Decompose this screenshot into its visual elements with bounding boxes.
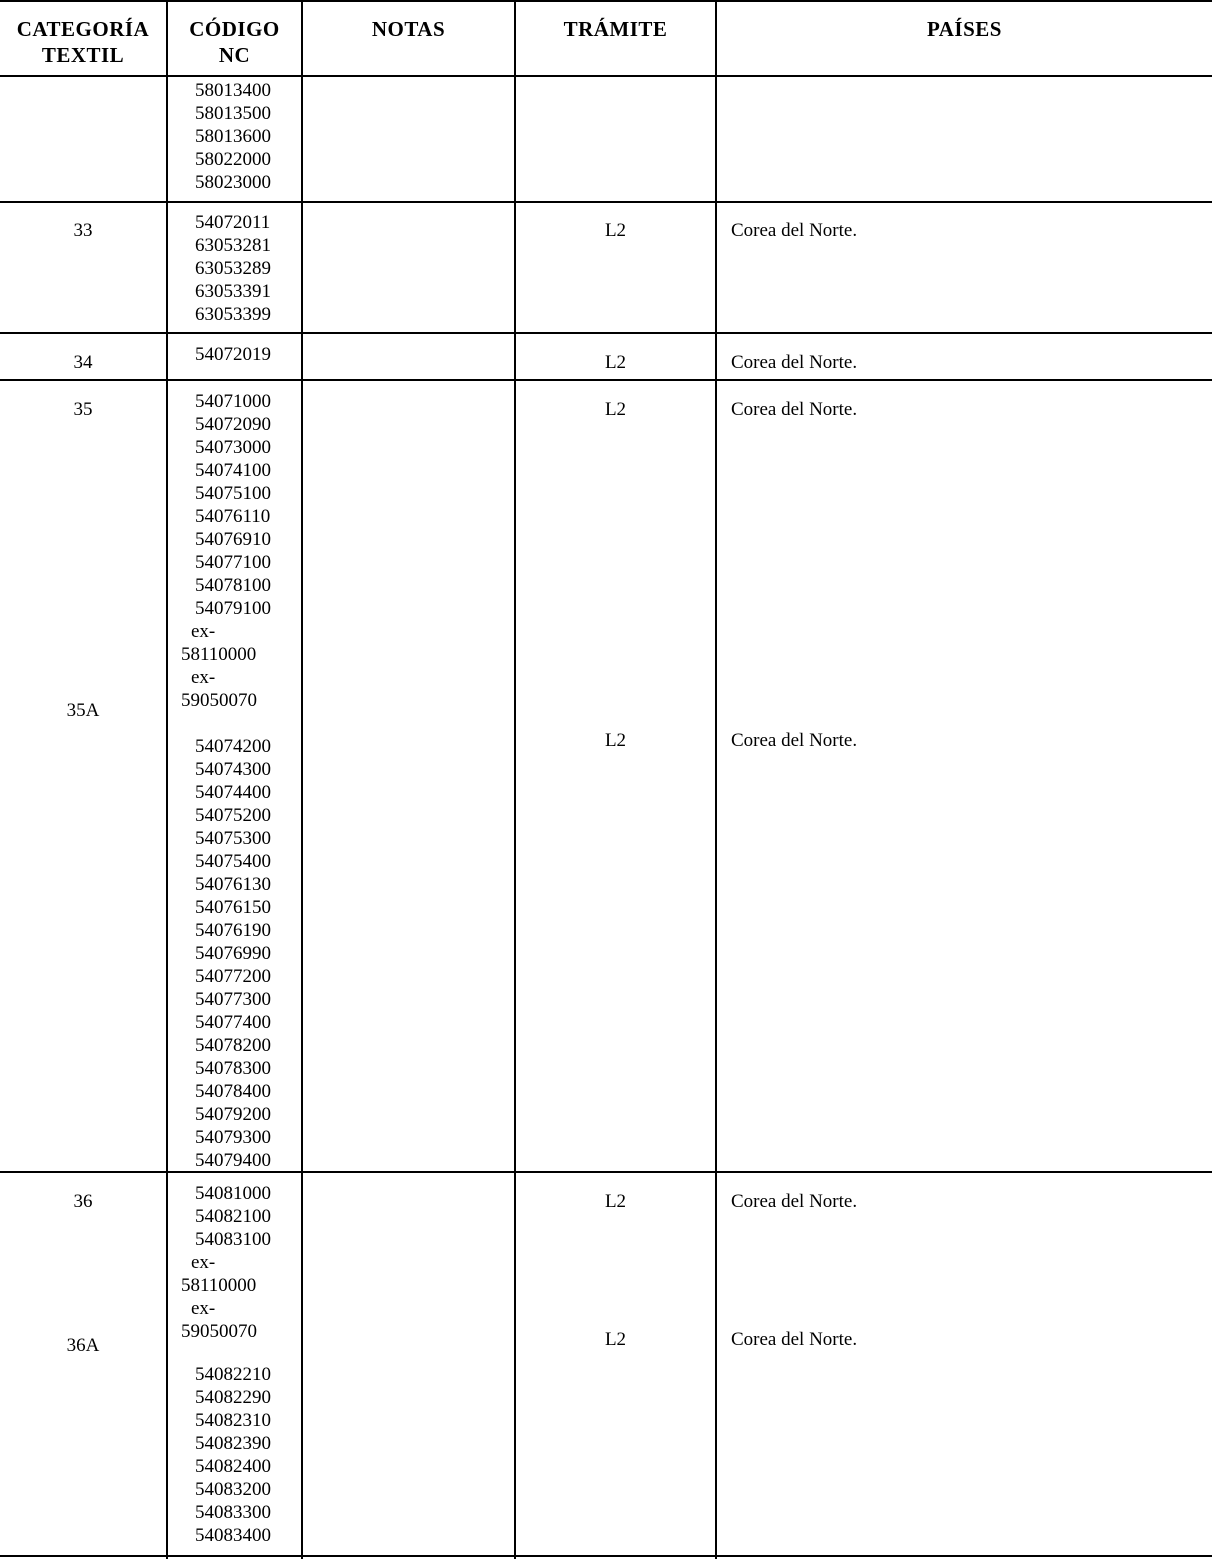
code-entry: 54083400 <box>195 1525 271 1546</box>
code-spacer <box>168 1343 302 1363</box>
code-entry: 54076910 <box>195 529 271 550</box>
header-notas <box>303 16 514 42</box>
code-entry: 54077200 <box>195 966 271 987</box>
code-entry: 63053399 <box>195 304 271 325</box>
code-entry: ex- <box>191 667 216 688</box>
category-cell: 36A <box>66 1335 100 1356</box>
code-entry: 54077300 <box>195 989 271 1010</box>
code-entry: 54083300 <box>195 1502 271 1523</box>
country-cell: Corea del Norte. <box>731 1191 858 1212</box>
header-bottom-border <box>0 75 1212 77</box>
code-entry: 54072011 <box>195 212 271 233</box>
code-entry: 58013500 <box>195 103 271 124</box>
code-entry: 63053289 <box>195 258 271 279</box>
category-cell: 33 <box>73 220 93 241</box>
code-entry: 54074400 <box>195 782 271 803</box>
header-categoria-line2: TEXTIL <box>41 43 125 67</box>
code-entry: 63053391 <box>195 281 271 302</box>
code-entry: 54078400 <box>195 1081 271 1102</box>
code-entry: 54078200 <box>195 1035 271 1056</box>
tramite-cell: L2 <box>604 730 627 751</box>
code-entry: 59050070 <box>181 690 257 711</box>
code-entry: 54077400 <box>195 1012 271 1033</box>
row-2-codes <box>168 343 302 366</box>
code-entry: 54082400 <box>195 1456 271 1477</box>
row-4-codes <box>168 1182 302 1547</box>
header-tramite <box>516 16 715 42</box>
code-entry: 54072019 <box>195 344 271 365</box>
row-1-codes <box>168 211 302 326</box>
code-entry: 54075300 <box>195 828 271 849</box>
code-entry: 54079100 <box>195 598 271 619</box>
table-bottom-border <box>0 1555 1212 1557</box>
header-codigo-line2: NC <box>218 43 251 67</box>
code-entry: 54077100 <box>195 552 271 573</box>
code-entry: ex- <box>191 1298 216 1319</box>
header-paises <box>717 16 1212 42</box>
code-entry: 54083100 <box>195 1229 271 1250</box>
code-entry: 54082210 <box>195 1364 271 1385</box>
code-entry: 54079400 <box>195 1150 271 1171</box>
row-divider-1 <box>0 201 1212 203</box>
country-cell: Corea del Norte. <box>731 730 858 751</box>
code-entry: 58110000 <box>181 644 257 665</box>
code-entry: 58013600 <box>195 126 271 147</box>
row-3-codes <box>168 390 302 1172</box>
header-codigo-line1: CÓDIGO <box>189 17 280 41</box>
code-entry: 54075400 <box>195 851 271 872</box>
tramite-cell: L2 <box>604 220 627 241</box>
row-0-codes <box>168 79 302 194</box>
code-entry: 54082100 <box>195 1206 271 1227</box>
code-entry: 54076990 <box>195 943 271 964</box>
category-cell: 35 <box>73 399 93 420</box>
code-entry: 54076190 <box>195 920 271 941</box>
code-entry: 54073000 <box>195 437 271 458</box>
column-divider-4 <box>715 0 717 1559</box>
code-entry: 54082310 <box>195 1410 271 1431</box>
code-entry: 54074200 <box>195 736 271 757</box>
code-entry: 54082390 <box>195 1433 271 1454</box>
code-entry: 54071000 <box>195 391 271 412</box>
code-entry: 54083200 <box>195 1479 271 1500</box>
country-cell: Corea del Norte. <box>731 1329 858 1350</box>
code-spacer <box>168 712 302 735</box>
country-cell: Corea del Norte. <box>731 220 858 241</box>
code-entry: 58023000 <box>195 172 271 193</box>
tramite-cell: L2 <box>604 352 627 373</box>
code-entry: 54078100 <box>195 575 271 596</box>
category-cell: 34 <box>73 352 93 373</box>
code-entry: 59050070 <box>181 1321 257 1342</box>
category-cell: 36 <box>73 1191 93 1212</box>
row-divider-2 <box>0 332 1212 334</box>
code-entry: 54079200 <box>195 1104 271 1125</box>
code-entry: 54078300 <box>195 1058 271 1079</box>
code-entry: ex- <box>191 621 216 642</box>
code-entry: 58022000 <box>195 149 271 170</box>
code-entry: 58013400 <box>195 80 271 101</box>
tramite-cell: L2 <box>604 399 627 420</box>
code-entry: 54072090 <box>195 414 271 435</box>
code-entry: 63053281 <box>195 235 271 256</box>
header-categoria-textil <box>0 16 166 68</box>
country-cell: Corea del Norte. <box>731 352 858 373</box>
header-categoria-line1: CATEGORÍA <box>16 17 150 41</box>
header-paises-label: PAÍSES <box>927 17 1002 41</box>
table-top-border <box>0 0 1212 2</box>
country-cell: Corea del Norte. <box>731 399 858 420</box>
code-entry: 54082290 <box>195 1387 271 1408</box>
tramite-cell: L2 <box>604 1329 627 1350</box>
code-entry: 54074300 <box>195 759 271 780</box>
tramite-cell: L2 <box>604 1191 627 1212</box>
category-cell: 35A <box>66 700 100 721</box>
header-tramite-label: TRÁMITE <box>563 17 668 41</box>
code-entry: 54081000 <box>195 1183 271 1204</box>
code-entry: 54075200 <box>195 805 271 826</box>
code-entry: 54075100 <box>195 483 271 504</box>
code-entry: 54076130 <box>195 874 271 895</box>
row-divider-3 <box>0 379 1212 381</box>
code-entry: ex- <box>191 1252 216 1273</box>
code-entry: 54076150 <box>195 897 271 918</box>
code-entry: 54076110 <box>195 506 271 527</box>
header-codigo-nc <box>168 16 301 68</box>
code-entry: 54074100 <box>195 460 271 481</box>
code-entry: 58110000 <box>181 1275 257 1296</box>
header-notas-label: NOTAS <box>371 17 446 41</box>
code-entry: 54079300 <box>195 1127 271 1148</box>
